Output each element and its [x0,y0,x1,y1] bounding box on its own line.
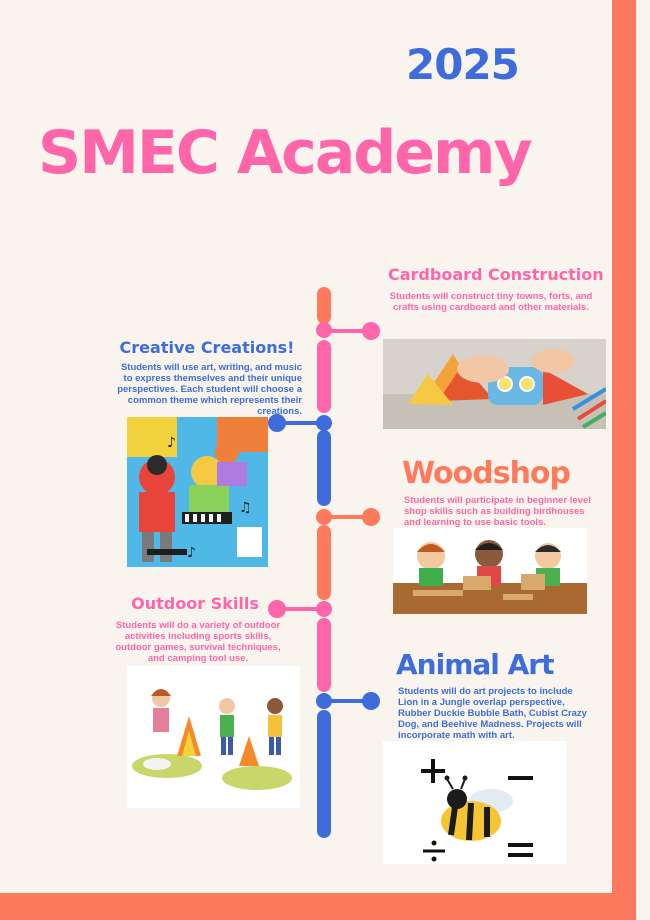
year-heading: 2025 [406,40,519,89]
animal-art-heading: Animal Art [396,648,554,681]
timeline-connector [282,421,318,425]
outdoor-heading: Outdoor Skills [131,594,259,613]
timeline-segment [317,287,331,324]
cardboard-description: Students will construct tiny towns, forts, and crafts using cardboard and other materials. [389,291,593,313]
animal-art-description: Students will do art projects to include Lion in a Jungle overlap perspective, Rubber Duckie Bubble Bath, Cubist Crazy Dog, and Beehive Madness. Projects will incorporate math with art. [398,686,587,741]
timeline-connector [330,515,364,519]
timeline-node-end [362,322,380,340]
timeline-segment [317,525,331,600]
svg-text:♪: ♪ [187,545,196,561]
timeline-segment [317,430,331,506]
page-title: SMEC Academy [38,118,531,188]
creative-description: Students will use art, writing, and music to express themselves and their unique perspectives. Each student will choose a common theme which represents their creations. [117,362,302,417]
woodshop-heading: Woodshop [402,456,571,491]
math-bee-illustration [383,741,567,864]
music-collage-illustration [127,417,268,567]
page-border-bottom [0,893,636,920]
timeline-node [316,601,332,617]
timeline-segment [317,710,331,838]
outdoor-description: Students will do a variety of outdoor activities including sports skills, outdoor games, survival techniques, and camping tool use. [115,620,281,664]
timeline-connector [330,329,364,333]
svg-text:♪: ♪ [167,435,176,451]
cardboard-heading: Cardboard Construction [388,265,604,284]
timeline-connector [330,699,364,703]
svg-text:♫: ♫ [239,500,252,516]
woodshop-description: Students will participate in beginner level shop skills such as building birdhouses and learning to use basic tools. [404,495,591,528]
page-border-right [612,0,636,893]
timeline-node-end [362,692,380,710]
camping-kids-illustration [127,666,300,808]
cardboard-crafts-photo [383,339,606,429]
timeline-connector [282,607,318,611]
creative-heading: Creative Creations! [119,338,295,357]
timeline-node-end [362,508,380,526]
timeline-node [316,415,332,431]
timeline-segment [317,340,331,413]
woodshop-kids-illustration [393,528,587,614]
timeline-segment [317,618,331,692]
